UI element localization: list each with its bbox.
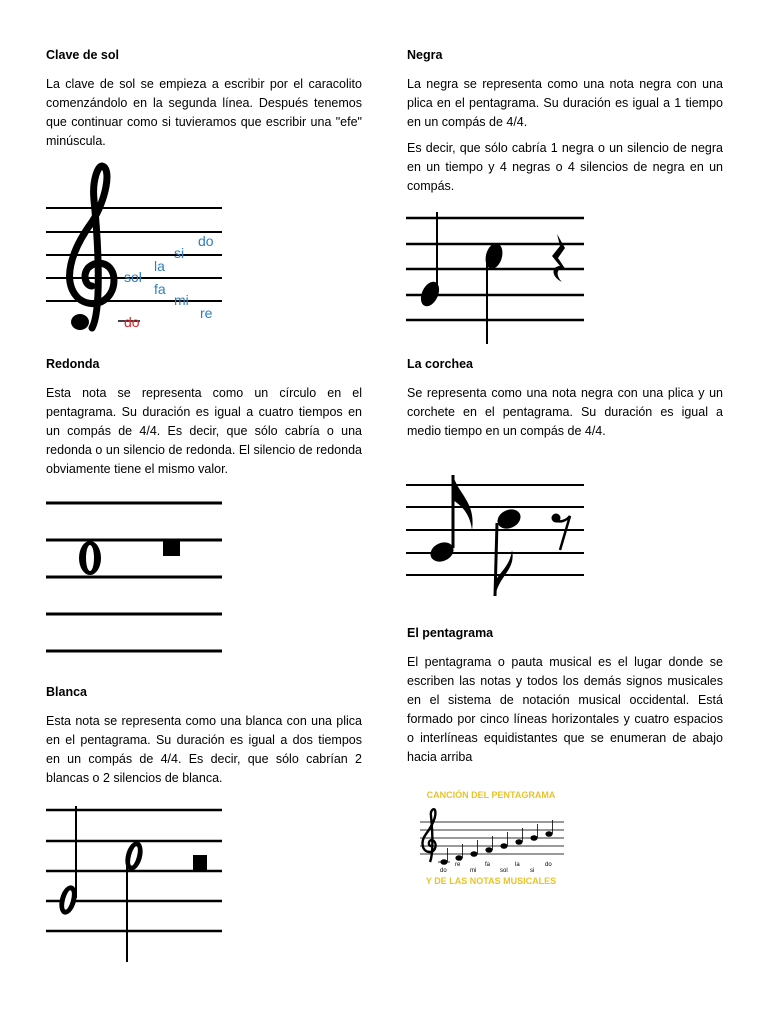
note-label-re: re — [200, 305, 213, 321]
note-label-do-low: do — [124, 314, 140, 330]
half-rest-icon — [193, 855, 207, 871]
note-label-do-high: do — [198, 233, 214, 249]
note-label-si: si — [174, 245, 185, 261]
whole-rest-icon — [163, 540, 180, 556]
mini-note-label: do — [440, 868, 447, 874]
paragraph-redonda: Esta nota se representa como un círculo en el pentagrama. Su duración es igual a cuatro tiempos en un compás de 4/4. Es decir, que sólo cabría o una redonda o un silencio de redonda. El silencio de redonda obviamente tiene el mismo valor. — [46, 386, 362, 476]
heading-pentagrama: El pentagrama — [407, 626, 494, 640]
treble-clef-icon — [70, 166, 114, 330]
note-label-fa: fa — [154, 281, 166, 297]
note-label-mi: mi — [174, 292, 189, 308]
mini-note-heads — [438, 820, 553, 865]
paragraph-negra-2: Es decir, que sólo cabría 1 negra o un silencio de negra en un tiempo y 4 negras o 4 silencios de negra en un compás. — [407, 141, 723, 193]
mini-note-head — [500, 843, 507, 849]
eighth-rest-icon — [552, 514, 571, 551]
half-note-icon — [56, 806, 79, 917]
section-negra — [407, 48, 723, 196]
section-pentagrama — [407, 626, 723, 767]
mini-note-head — [515, 839, 522, 845]
mini-note-head — [545, 831, 552, 837]
paragraph-pentagrama: El pentagrama o pauta musical es el lugar donde se escriben las notas y todos los demás signos musicales en el sistema de notación musical occidental. Está formado por cinco líneas horizontales y cuatro espacios o interlíneas equidistantes que se enumeran de abajo hacia arriba — [407, 655, 723, 764]
heading-redonda: Redonda — [46, 357, 100, 371]
image-caption-top: CANCIÓN DEL PENTAGRAMA — [426, 790, 556, 800]
eighth-note-icon — [494, 506, 523, 596]
image-caption-bottom: Y DE LAS NOTAS MUSICALES — [425, 876, 557, 886]
section-redonda — [46, 357, 362, 479]
quarter-note-icon — [483, 241, 505, 344]
mini-note-head — [530, 835, 537, 841]
redonda-staff-figure — [40, 495, 230, 660]
note-label-sol: sol — [124, 269, 142, 285]
mini-note-label: mi — [470, 868, 477, 874]
mini-note-label: si — [530, 868, 535, 874]
quarter-rest-icon — [552, 234, 566, 282]
heading-clave-de-sol: Clave de sol — [46, 48, 119, 62]
section-corchea — [407, 357, 723, 441]
mini-note-label: do — [545, 862, 552, 868]
paragraph-clave-de-sol: La clave de sol se empieza a escribir por el caracolito comenzándolo en la segunda línea. Después tenemos que continuar como si tuvieramos que escribir una "efe" minúscula. — [46, 77, 362, 148]
mini-note-labels — [440, 862, 552, 874]
mini-note-label: re — [455, 862, 461, 868]
eighth-note-icon — [427, 475, 472, 565]
heading-negra: Negra — [407, 48, 443, 62]
mini-note-label: sol — [500, 868, 508, 874]
mini-note-head — [485, 847, 492, 853]
blanca-staff-figure — [40, 800, 230, 965]
heading-blanca: Blanca — [46, 685, 87, 699]
negra-staff-figure — [400, 210, 590, 350]
mini-note-label: fa — [485, 862, 491, 868]
note-label-la: la — [154, 258, 165, 274]
cancion-del-pentagrama-image — [412, 780, 570, 890]
mini-note-head — [470, 851, 477, 857]
corchea-staff-figure — [400, 470, 590, 600]
paragraph-blanca: Esta nota se representa como una blanca con una plica en el pentagrama. Su duración es igual a dos tiempos en un compás de 4/4. Es decir, que sólo cabrían 2 blancas o 2 silencios de blanca. — [46, 714, 362, 785]
mini-note-label: la — [515, 862, 520, 868]
heading-corchea: La corchea — [407, 357, 474, 371]
paragraph-corchea: Se representa como una nota negra con una plica y un corchete en el pentagrama. Su duración es igual a medio tiempo en un compás de 4/4. — [407, 386, 723, 438]
section-clave-de-sol — [46, 48, 362, 151]
section-blanca — [46, 685, 362, 788]
whole-note-icon — [79, 541, 101, 575]
treble-clef-staff-figure — [40, 160, 230, 342]
paragraph-negra-1: La negra se representa como una nota negra con una plica en el pentagrama. Su duración es igual a 1 tiempo en un compás de 4/4. — [407, 77, 723, 129]
mini-note-head — [455, 855, 462, 861]
